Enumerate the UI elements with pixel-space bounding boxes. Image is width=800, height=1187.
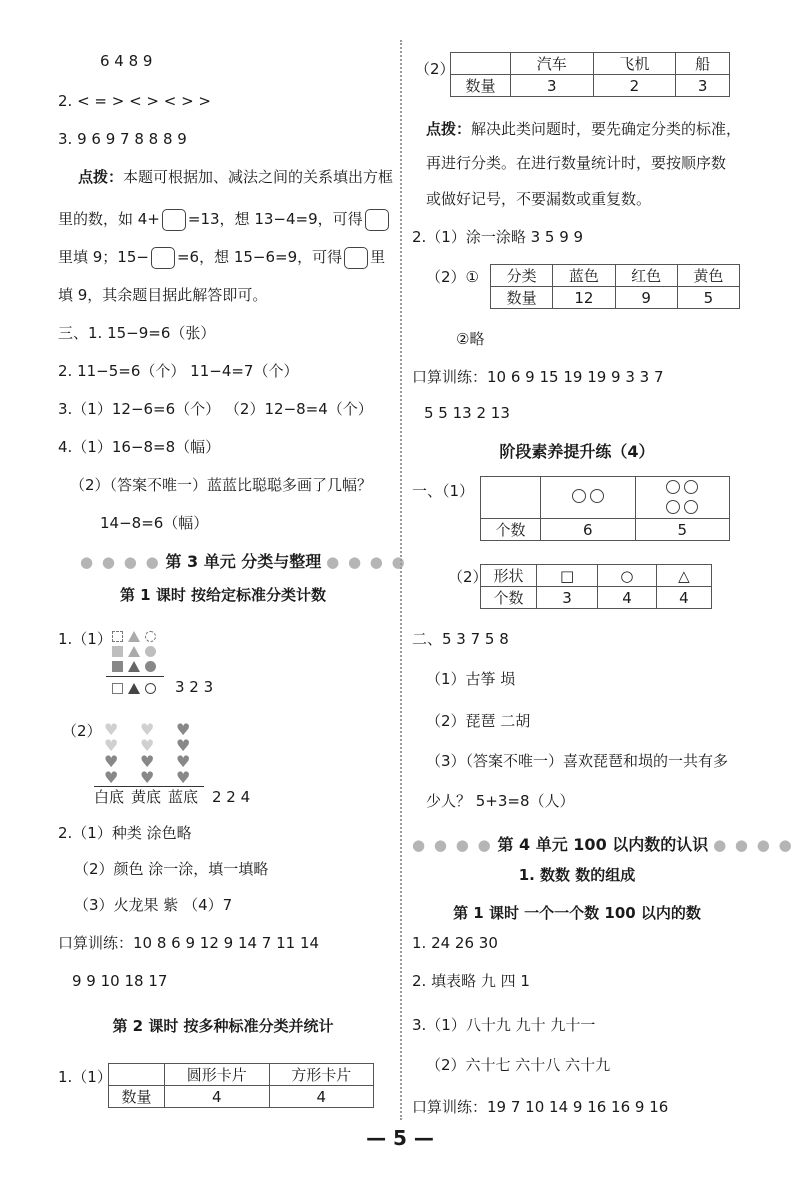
tip-text: 里填 9；15−	[58, 248, 149, 266]
blank-box	[344, 247, 368, 269]
oral-training: 9 9 10 18 17	[72, 972, 168, 990]
tip-text: 里	[370, 248, 386, 266]
answer-line: （2）琵琶 二胡	[426, 712, 531, 730]
heart-icon: ♥	[140, 752, 155, 771]
table-row-label: 数量	[451, 75, 511, 97]
lesson-title: 第 1 课时 按给定标准分类计数	[119, 586, 327, 604]
table-header-cell: 蓝色	[553, 265, 615, 287]
tip-paragraph: 填 9，其余题目据此解答即可。	[58, 286, 268, 304]
table-header-cell: 形状	[481, 565, 537, 587]
table-header-cell: 船	[676, 53, 730, 75]
heart-icon: ♥	[104, 752, 119, 771]
shape-count-table	[480, 564, 712, 609]
table-row-label: 数量	[109, 1086, 165, 1108]
circle-icon	[684, 480, 698, 494]
heart-icon: ♥	[176, 720, 191, 739]
blank-box	[151, 247, 175, 269]
heart-icon: ♥	[140, 736, 155, 755]
triangle-icon	[128, 661, 140, 672]
circle-icon	[145, 661, 156, 672]
circle-icon	[145, 646, 156, 657]
square-icon	[112, 683, 123, 694]
table-row-label: 个数	[481, 587, 537, 609]
triangle-icon: △	[656, 565, 711, 587]
table-cell: 4	[269, 1086, 374, 1108]
tip-text: 本题可根据加、减法之间的关系填出方框	[123, 168, 394, 186]
tip-paragraph	[58, 208, 391, 231]
answer-line: 6 4 8 9	[100, 52, 153, 70]
question-label: 1.（1）	[58, 1068, 112, 1086]
tip-label: 点拨：	[426, 120, 472, 138]
table-cell: 5	[677, 287, 739, 309]
table-header-cell	[635, 477, 730, 519]
answer-line: 2.（1）种类 涂色略	[58, 824, 192, 842]
answer-line: 3. 9 6 9 7 8 8 8 9	[58, 130, 187, 148]
answer-line: 2. 11−5=6（个） 11−4=7（个）	[58, 362, 299, 380]
circle-icon	[590, 489, 604, 503]
circle-count-table	[480, 476, 730, 541]
heart-icon: ♥	[104, 736, 119, 755]
stage-title: 阶段素养提升练（4）	[499, 442, 655, 461]
circle-icon	[684, 500, 698, 514]
decor-dots: ● ● ● ●	[713, 836, 794, 854]
answer-line: （1）古筝 埙	[426, 670, 516, 688]
square-icon	[112, 661, 123, 672]
tip-text: =13，想 13−4=9，可得	[187, 210, 363, 228]
square-icon	[112, 631, 123, 642]
heart-icon: ♥	[176, 752, 191, 771]
tip-text: 解决此类问题时，要先确定分类的标准，	[471, 120, 742, 138]
oral-training: 5 5 13 2 13	[424, 404, 510, 422]
circle-icon	[666, 500, 680, 514]
table-header-cell: 圆形卡片	[165, 1064, 270, 1086]
decor-dots: ● ● ● ●	[412, 836, 493, 854]
heart-icon: ♥	[140, 768, 155, 787]
square-icon: □	[537, 565, 598, 587]
table-cell: 9	[615, 287, 677, 309]
answer-line: ②略	[456, 330, 485, 348]
lesson-title: 第 1 课时 一个一个数 100 以内的数	[453, 904, 701, 922]
answer-line: （3）（答案不唯一）喜欢琵琶和埙的一共有多	[426, 752, 729, 770]
answer-line: （2）六十七 六十八 六十九	[426, 1056, 611, 1074]
answer-line: 2. < = > < > < > >	[58, 92, 212, 110]
table-cell: 5	[635, 519, 730, 541]
bar-label: 白底	[94, 788, 125, 806]
tip-paragraph	[58, 246, 385, 269]
table-header-cell	[541, 477, 636, 519]
circle-icon	[145, 683, 156, 694]
answer-line: （2）颜色 涂一涂，填一填略	[74, 860, 269, 878]
table-cell: 4	[165, 1086, 270, 1108]
tip-text: =6，想 15−6=9，可得	[176, 248, 343, 266]
tip-paragraph: 再进行分类。在进行数量统计时，要按顺序数	[426, 154, 727, 172]
question-label: 一、（1）	[412, 482, 475, 500]
tip-label: 点拨：	[78, 168, 124, 186]
table-row-label: 个数	[481, 519, 541, 541]
table-header-cell: 汽车	[511, 53, 594, 75]
circle-icon	[145, 631, 156, 642]
answer-line: （2）（答案不唯一）蓝蓝比聪聪多画了几幅？	[70, 476, 373, 494]
tip-paragraph: 或做好记号，不要漏数或重复数。	[426, 190, 652, 208]
triangle-icon	[128, 646, 140, 657]
column-divider	[400, 40, 402, 1120]
answer-line: 3.（1）八十九 九十 九十一	[412, 1016, 596, 1034]
answer-line: （3）火龙果 紫 （4）7	[74, 896, 233, 914]
table-cell: 4	[598, 587, 657, 609]
oral-training: 口算训练：10 8 6 9 12 9 14 7 11 14	[58, 934, 320, 952]
bar-label: 蓝底	[168, 788, 199, 806]
heart-icon: ♥	[140, 720, 155, 739]
table-header-cell: 黄色	[677, 265, 739, 287]
answer-line: 2. 填表略 九 四 1	[412, 972, 530, 990]
unit-heading	[80, 551, 407, 573]
answer-line: 14−8=6（幅）	[100, 514, 209, 532]
decor-dots: ● ● ● ●	[80, 553, 161, 571]
unit-title: 第 4 单元 100 以内数的认识	[497, 835, 709, 854]
lesson-title: 第 2 课时 按多种标准分类并统计	[112, 1017, 334, 1035]
question-label: 1.（1）	[58, 630, 112, 648]
table-header-cell: 分类	[491, 265, 553, 287]
triangle-icon	[128, 631, 140, 642]
tip-paragraph	[78, 166, 393, 188]
oral-training: 口算训练：10 6 9 15 19 19 9 3 3 7	[412, 368, 664, 386]
card-count-table	[108, 1063, 374, 1108]
answer-values: 2 2 4	[212, 788, 251, 806]
triangle-icon	[128, 683, 140, 694]
table-row-label: 数量	[491, 287, 553, 309]
answer-line: 少人？ 5+3=8（人）	[426, 792, 575, 810]
answer-values: 3 2 3	[175, 678, 214, 696]
question-label: （2）	[448, 568, 488, 586]
question-label: （2）	[62, 722, 102, 740]
heart-icon: ♥	[104, 720, 119, 739]
answer-line: 4.（1）16−8=8（幅）	[58, 438, 221, 456]
heart-icon: ♥	[104, 768, 119, 787]
tip-paragraph	[426, 118, 741, 140]
square-icon	[112, 646, 123, 657]
color-count-table	[490, 264, 740, 309]
table-cell: 6	[541, 519, 636, 541]
decor-dots: ● ● ● ●	[326, 553, 407, 571]
answer-line: 1. 24 26 30	[412, 934, 498, 952]
table-header-cell	[109, 1064, 165, 1086]
table-header-cell	[451, 53, 511, 75]
table-header-cell: 方形卡片	[269, 1064, 374, 1086]
oral-training: 口算训练：19 7 10 14 9 16 16 9 16	[412, 1098, 669, 1116]
blank-box	[365, 209, 389, 231]
table-cell: 3	[676, 75, 730, 97]
section-title: 1. 数数 数的组成	[518, 866, 636, 884]
bar-label: 黄底	[131, 788, 162, 806]
answer-line: 二、5 3 7 5 8	[412, 630, 509, 648]
table-header-cell	[481, 477, 541, 519]
question-label: （2）①	[426, 268, 479, 286]
answer-line: 三、1. 15−9=6（张）	[58, 324, 216, 342]
table-cell: 2	[593, 75, 676, 97]
answer-line: 3.（1）12−6=6（个） （2）12−8=4（个）	[58, 400, 373, 418]
question-label: （2）	[415, 60, 455, 78]
answer-line: 2.（1）涂一涂略 3 5 9 9	[412, 228, 584, 246]
page-number: — 5 —	[366, 1126, 434, 1150]
table-header-cell: 红色	[615, 265, 677, 287]
vehicle-count-table	[450, 52, 730, 97]
table-cell: 4	[656, 587, 711, 609]
heart-icon: ♥	[176, 768, 191, 787]
circle-icon	[666, 480, 680, 494]
circle-icon: ○	[598, 565, 657, 587]
unit-heading	[412, 834, 794, 856]
heart-icon: ♥	[176, 736, 191, 755]
table-cell: 3	[511, 75, 594, 97]
tip-text: 里的数，如 4+	[58, 210, 160, 228]
base-line	[106, 676, 164, 677]
table-cell: 3	[537, 587, 598, 609]
blank-box	[162, 209, 186, 231]
circle-icon	[572, 489, 586, 503]
table-cell: 12	[553, 287, 615, 309]
table-header-cell: 飞机	[593, 53, 676, 75]
unit-title: 第 3 单元 分类与整理	[165, 552, 322, 571]
